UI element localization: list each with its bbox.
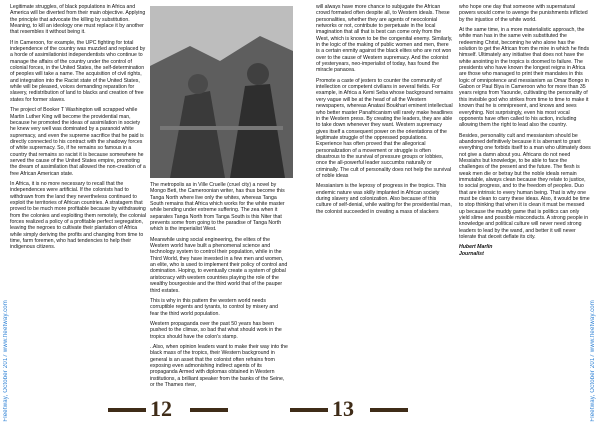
paragraph: In Africa, it is no more necessary to recall that the independences were artificial. If the colonists had to withdrawn from the land they nevertheless continued to exploit the territories of African countries. A stratagem that proved to be much more profitable because by withdrawing from the colonies and exploiting them remotely, the colonial forces realized a policy of a profitable perfect segregation, leaving the negroes to cultivate their plantation of Africa while simply deriving the profits and changing from time to time, farm foremen, who had tendencies to help their indigenous citizens. xyxy=(10,180,147,251)
paragraph: Meanwhile using social engineering, the elites of the Western world have built a phenomenal science and technology system to control their population, while in the Third World, they have invested in a few men and women, an elite, who is used to implement their policy of control and domination. Hoping, to eventually create a system of global aristocracy with western countries playing the role of the wealthy bourgeoisie and the third world that of the pauper third estates. xyxy=(150,236,288,294)
paragraph: Western propaganda over the past 50 years has been pushed to the climax, so bad that what should work in the tropics should have the colon's stamp. xyxy=(150,320,282,340)
paragraph: who hope one day that someone with supernatural powers would come to avenge the punishments inflicted by the injustice of the white world. xyxy=(459,4,588,23)
paragraph: ..Also, when opinion leaders want to make their way into the black mass of the tropics, their Western background in general is an asset that the colonist often refrains from exposing even admonishing indirect agents of its propaganda Armed with diplomas obtained in Western institutions, a brilliant speaker from the banks of the Seine, or the Thames river, xyxy=(150,343,288,388)
paragraph: Besides, personality cult and messianism should be abandoned definitively because it is aberrant to grant everything one forbids itself to a man who ultimately does not give a damn about you. Africans do not need Messiahs but knowledge, to be able to face the challenges of the present and the future. The flesh is weak men die or betray but the noble ideals remain immutable, always clean because they relate to justice, to social progress, and to the freedom of peoples. Duo that are intrinsic to every human being. That is why one must be clean to carry these ideas. Also, it would be time to stop thinking that when it is clean it must be messed up because the muddy game that is politics can only yield slime and possible misconducts. A strong people in knowledge and political culture will never need strong leaders to lead by the wand, and better it will never tolerate that deceit deflate its city. xyxy=(459,132,591,241)
column-3 xyxy=(316,4,453,219)
paragraph: The metropolis as in Ville Cruelle (cruel city) a novel by Mongo Beti, the Cameroonian writer, has thus become this Tanga North where live only the whites, whereas Tanga South remains that Africa which works for the white master while bending under extreme suffering. The zea when it separates Tanga North from Tanga South is this Niter that prevents some from going to the paradise of Tanga North which is the imperialist West. xyxy=(150,182,285,233)
column-1 xyxy=(10,4,146,255)
page-number-rule-right xyxy=(290,408,328,412)
column-2 xyxy=(150,182,288,392)
photo-illustration xyxy=(150,6,293,178)
page-number-left: 12 xyxy=(150,396,172,421)
paragraph: At the same time, in a more materialistic approach, the white man has in the same vein substituted the redeeming Christ, becoming he who alone has the solution to get the African from the mire in which he finds himself. Ultimately any initiative that does not have the white anointing in the tropics is doomed to failure. The presidents who have known the longest reigns in Africa are those who managed to print their mandates in this logic of omnipotence and messianism as Omar Bongo in Gabon or Paul Biya in Cameroon who for more than 35 years reigns from Yaounde, cultivating the personality of this invisible god who strikes from time to time to make it known that he is omnipresent, and knows and sees everything. Not surprisingly, even his most vocal opponents have often called to his action, including allowing them the right to lead also the country. xyxy=(459,27,590,129)
column-4 xyxy=(459,4,591,257)
footer-label-right: Fleetway, October 2017 www.fleetway.com xyxy=(590,300,596,422)
page-number-rule-left xyxy=(108,408,146,412)
paragraph: will always have more chance to subjugate the African crowd formated often despite all, to Western ideals. These personalities, whether they are agents of neocolonial networks or not, contribute to perpetuate in the local imagination that all that is best can come only from the West, which is known to be the congenital enemy. Similarly, in the logic of the making of public women and men, there is a certain enmity against the black elites who are not won over to the cause of Western supremacy. And the colonist of yesteryears, neo-imperialist of today, has found the miracle panacea. xyxy=(316,4,453,74)
author-title: Journalist xyxy=(459,250,484,257)
page-number-rule-right-2 xyxy=(370,408,408,412)
paragraph: Legitimate struggles, of black populations in Africa and America will be diverted from their main objective. Applying the principle that advocate the killing by substitution. Meaning, to kill an ideology one must replace it by another that resembles it without being it. xyxy=(10,4,146,36)
author-name: Hubert Marlin xyxy=(459,244,493,251)
page-number-right: 13 xyxy=(332,396,354,421)
footer-label-left: Fleetway, October 2017 www.fleetway.com xyxy=(3,300,9,422)
page-number-rule-left-2 xyxy=(190,408,228,412)
paragraph: The project of Booker T Washington will scrapped while Martin Luther King will become the providential man, because he promoted the ideas of assimilation in society he knew very well was dominated by a paranoid white supremacy, and even the supreme sacrifice that he paid is directly connected to his contract with the shadowy forces of white supremacy. So, if he remains so famous in a country that remains so racist it is because somewhere he served the cause of the United States empire, promoting the dream of assimilation that allowed the non-creation of a free African American state. xyxy=(10,107,146,177)
paragraph: This is why in this pattern the western world needs corruptible regents and tyrants, to control by misery and fear the third world population. xyxy=(150,297,279,317)
paragraph: If in Cameroon, for example, the UPC fighting for total independence of the country was muzzled and replaced by a horde of assimilationist independentists who continue to manage the affairs of the country under the control of colonial forces, in the United States, the self-determination of peoples will take a name. The acquisition of civil rights, and integration into the Racist state of the United States, while will be pleased, voices demanding reparation for slavery, redistribution of land to blacks and creation of free states for former slaves. xyxy=(10,39,146,103)
paragraph: Messianism is the leprosy of progress in the tropics. This endemic nature was skilly implanted in African society during slavery and colonization. Also because of this culture of self-denial, while waiting for the providential man, the colonist succeeded in creating a mass of slackers xyxy=(316,183,452,215)
article-photo xyxy=(150,6,293,178)
paragraph: Promote a caste of jesters to counter the community of intellection or competent civilians in several fields. For example, in Africa a Kemi Seba whose background remains very vague will be at the head of all the Western newspapers, whereas Anatasi Boukhari eminent intellectual who better master Panafricanism will rarely make headlines in the Western press. By creating the leaders, they are able to take down whenever they want. Western supremacy gives itself a consequent power on the orientations of the legitimate struggle of the oppressed populations. Experience has often proved that the allegorical personalization of a movement or struggle is often disastrous to the survival of pressure groups or lobbies, once the all-powerful leader succumbs naturally or criminally. The cult of personality does not help the survival of noble ideas xyxy=(316,77,453,179)
